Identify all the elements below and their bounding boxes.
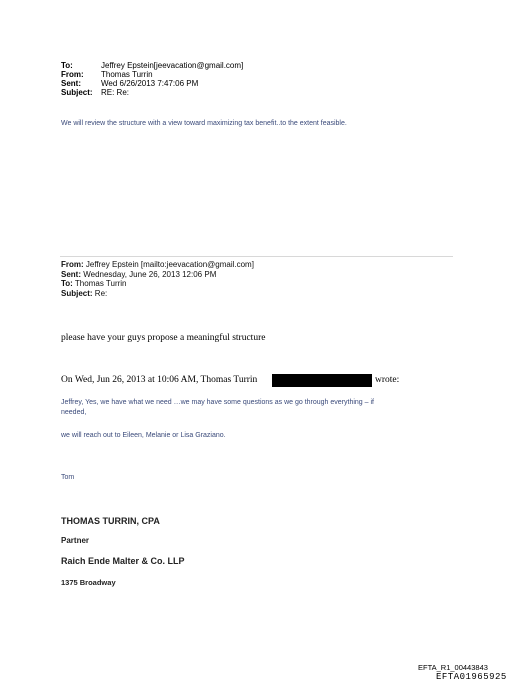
to-value: Jeffrey Epstein[jeevacation@gmail.com] <box>101 61 244 70</box>
sent-value: Wed 6/26/2013 7:47:06 PM <box>101 79 199 88</box>
reply-body: We will review the structure with a view toward maximizing tax benefit..to the extent feasible. <box>61 120 347 127</box>
subject-label: Subject: <box>61 88 93 97</box>
sent-row <box>61 79 198 88</box>
inner-quote-line3: we will reach out to Eileen, Melanie or Lisa Graziano. <box>61 432 226 439</box>
from-label: From: <box>61 70 84 79</box>
inner-quote-intro <box>61 375 257 385</box>
quoted-sent-value: Wednesday, June 26, 2013 12:06 PM <box>81 269 217 279</box>
signature-firm: Raich Ende Malter & Co. LLP <box>61 556 185 566</box>
sent-label: Sent: <box>61 79 81 88</box>
to-label: To: <box>61 61 73 70</box>
separator-line <box>60 256 453 257</box>
subject-row <box>61 88 129 97</box>
quoted-to-label: To: <box>61 279 73 288</box>
footer-id-1: EFTA_R1_00443843 <box>418 663 488 672</box>
signature-address: 1375 Broadway <box>61 578 116 587</box>
redaction-box <box>272 374 372 387</box>
from-row <box>61 70 153 79</box>
quoted-sent-label: Sent: <box>61 269 81 279</box>
inner-quote-intro-prefix: On Wed, Jun 26, 2013 at 10:06 AM, Thomas Turrin <box>61 375 258 385</box>
quoted-to-value: Thomas Turrin <box>72 279 127 288</box>
quoted-sent-row <box>61 270 216 280</box>
inner-quote-line1: Jeffrey, Yes, we have what we need …we may have some questions as we go through everything – if <box>61 399 374 406</box>
quoted-subject-label: Subject: <box>61 288 93 298</box>
inner-quote-intro-suffix: wrote: <box>375 375 400 385</box>
quoted-from-value: Jeffrey Epstein [mailto:jeevacation@gmail.com] <box>83 260 254 269</box>
quoted-from-row <box>61 260 254 270</box>
to-row <box>61 61 243 70</box>
subject-value: RE: Re: <box>101 88 130 97</box>
quoted-subject-row <box>61 289 107 299</box>
quoted-body: please have your guys propose a meaningful structure <box>61 333 266 343</box>
signature-name: THOMAS TURRIN, CPA <box>61 516 160 526</box>
quoted-subject-value: Re: <box>92 288 108 298</box>
from-value: Thomas Turrin <box>101 70 153 79</box>
footer-id-2: EFTA01965925 <box>436 672 507 682</box>
inner-quote-line2: needed, <box>61 409 87 416</box>
quoted-from-label: From: <box>61 260 84 269</box>
signature-title: Partner <box>61 536 90 545</box>
sign-off: Tom <box>61 474 75 481</box>
quoted-to-row <box>61 279 127 289</box>
